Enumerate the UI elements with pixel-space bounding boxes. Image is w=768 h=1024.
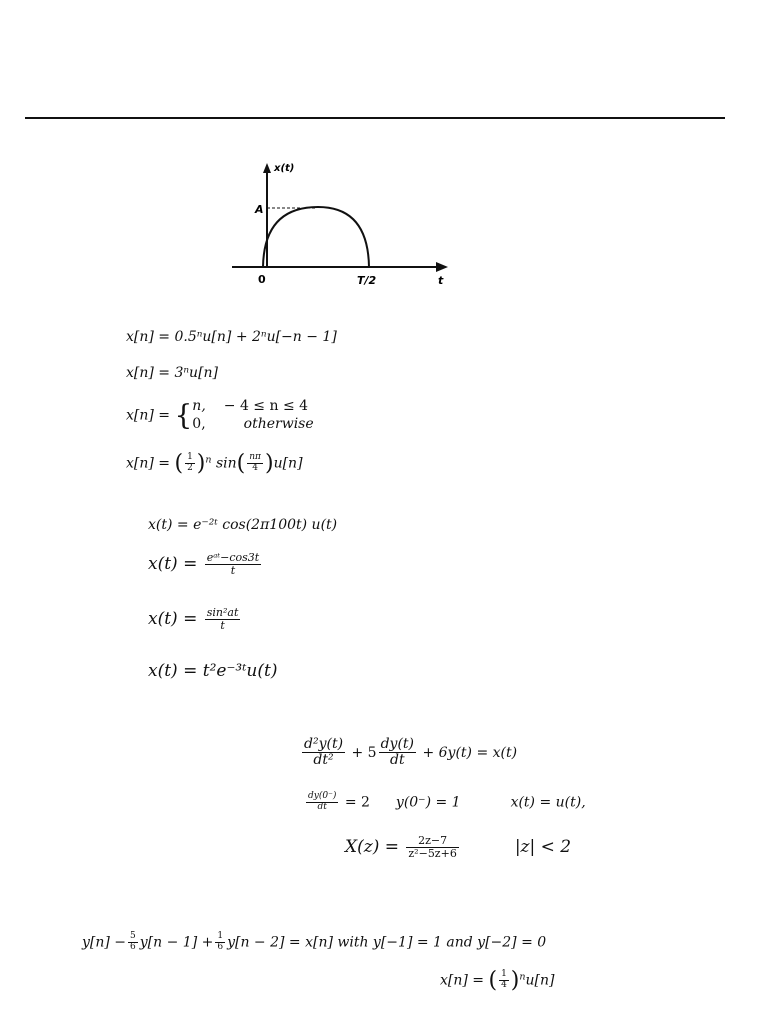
diff-fraction-1 <box>128 932 138 953</box>
diff-part-3: y[n − 2] = x[n] with y[−1] = 1 and y[−2] = 0 <box>227 934 547 951</box>
equation-3-lhs: x[n] = <box>126 407 175 424</box>
initial-conditions <box>304 792 586 813</box>
signal-figure <box>226 155 456 290</box>
z-numerator: 2z−7 <box>406 835 458 848</box>
half-denominator: 2 <box>187 463 193 473</box>
equation-7-fraction <box>205 607 241 632</box>
equation-5 <box>148 517 337 533</box>
x-axis-label: t <box>438 274 444 287</box>
sin-argument <box>247 453 263 474</box>
equation-8 <box>148 661 277 681</box>
ode-plus-five: + 5 <box>351 744 377 761</box>
equation-1-text: x[n] = 0.5ⁿu[n] + 2ⁿu[−n − 1] <box>126 329 337 345</box>
equation-7 <box>148 607 242 632</box>
input-tail: u[n] <box>525 972 555 989</box>
amplitude-label: A <box>255 203 264 216</box>
equation-2-text: x[n] = 3ⁿu[n] <box>126 365 219 381</box>
input-signal: x[n] = ( $\frac{1}{4}$ )$^n$u[n] <box>440 968 555 993</box>
y-axis-arrow <box>263 163 271 173</box>
input-fraction <box>499 970 509 991</box>
end-label: T/2 <box>357 274 377 287</box>
origin-label: 0 <box>258 273 266 286</box>
equation-7-denominator: t <box>220 619 225 633</box>
z-fraction <box>406 835 458 860</box>
diff-part-2: y[n − 1] + <box>139 934 214 951</box>
equation-6-fraction <box>205 552 261 577</box>
equation-1 <box>126 329 337 345</box>
d1-denominator: dt <box>390 752 405 769</box>
equation-3 <box>126 398 314 433</box>
brace-symbol: { <box>174 398 193 432</box>
z-lhs: X(z) = <box>345 837 405 858</box>
diff-part-1: y[n] − <box>82 934 127 951</box>
second-derivative <box>302 737 345 769</box>
input-denominator: 4 <box>501 980 507 990</box>
equation-2 <box>126 365 218 381</box>
ic-numerator: dy(0⁻) <box>308 791 337 801</box>
d1-numerator: dy(t) <box>380 736 415 752</box>
equation-6-lhs: x(t) = <box>148 554 203 575</box>
d2-denominator: dt² <box>313 752 334 769</box>
equation-8-text: x(t) = t²e⁻³ᵗu(t) <box>148 661 278 681</box>
input-exponent: n <box>519 971 526 983</box>
sin-function: sin <box>215 455 237 472</box>
z-denominator: z²−5z+6 <box>408 847 457 861</box>
ic-derivative <box>306 792 338 813</box>
power-exponent: n <box>205 454 212 466</box>
piecewise-cases <box>192 398 313 433</box>
equation-4: x[n] = ( $\frac{1}{2}$ )$^n$ sin( $\frac{n\pi}{4}$ )u[n] <box>126 451 303 476</box>
equation-5-text: x(t) = e⁻²ᵗ cos(2π100t) u(t) <box>148 517 338 533</box>
difference-equation <box>82 932 546 953</box>
ic-second: y(0⁻) = 1 <box>395 794 461 811</box>
arg-numerator: nπ <box>249 452 261 463</box>
equation-4-lhs: x[n] = <box>126 455 175 472</box>
equation-7-lhs: x(t) = <box>148 609 203 630</box>
ode-equation <box>300 737 517 769</box>
z-transform <box>345 835 571 860</box>
diff-fraction-2 <box>215 932 225 953</box>
half-numerator: 1 <box>187 452 193 463</box>
equation-6-denominator: t <box>230 564 236 578</box>
equation-4-tail: u[n] <box>273 455 303 472</box>
first-derivative <box>379 737 416 769</box>
z-roc: |z| < 2 <box>514 837 572 858</box>
ic-value: = 2 <box>344 794 370 811</box>
diff-f2-num: 1 <box>217 931 224 941</box>
half-sine-curve <box>263 207 369 267</box>
equation-6 <box>148 552 263 577</box>
input-lhs: x[n] = <box>440 972 489 989</box>
x-axis-arrow <box>436 262 448 272</box>
case-1-condition: − 4 ≤ n ≤ 4 <box>223 398 309 414</box>
horizontal-rule <box>25 117 725 119</box>
input-numerator: 1 <box>501 969 507 980</box>
equation-7-numerator: sin²at <box>206 606 239 619</box>
diff-f2-den: 6 <box>217 941 224 952</box>
half-fraction <box>185 453 195 474</box>
ic-denominator: dt <box>317 801 327 812</box>
case-1-value: n, <box>192 398 206 414</box>
equation-6-numerator: eᵃᵗ−cos3t <box>206 551 260 564</box>
ode-rest: + 6y(t) = x(t) <box>422 744 518 761</box>
diff-f1-den: 6 <box>130 941 136 952</box>
arg-denominator: 4 <box>252 463 258 473</box>
d2-numerator: d²y(t) <box>304 736 344 752</box>
case-2-condition: otherwise <box>243 415 314 432</box>
ic-input: x(t) = u(t), <box>510 794 586 811</box>
diff-f1-num: 5 <box>130 931 136 941</box>
case-2-value: 0, <box>192 415 206 432</box>
y-axis-label: x(t) <box>274 163 295 174</box>
